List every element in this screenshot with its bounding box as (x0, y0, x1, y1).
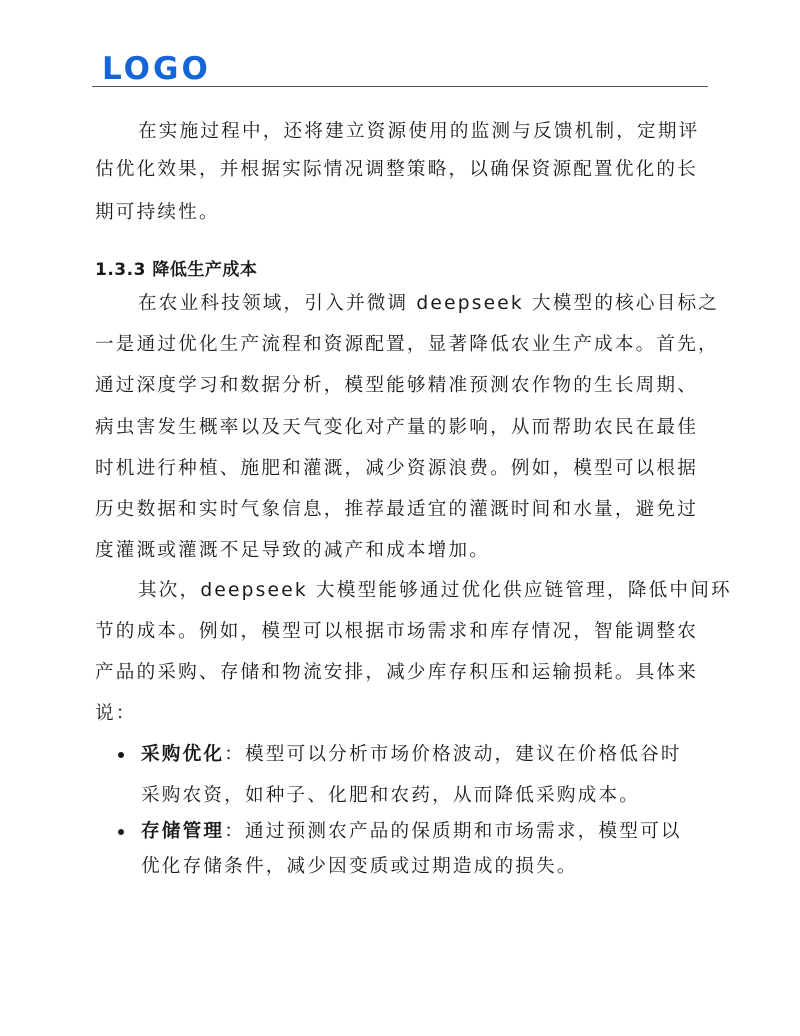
paragraph-line: 一是通过优化生产流程和资源配置，显著降低农业生产成本。首先， (95, 334, 719, 355)
bullet-icon (118, 752, 124, 758)
intro-line: 在实施过程中，还将建立资源使用的监测与反馈机制，定期评 (138, 121, 700, 142)
section-heading (95, 258, 257, 282)
paragraph-line: 节的成本。例如，模型可以根据市场需求和库存情况，智能调整农 (95, 621, 699, 642)
paragraph-line: 病虫害发生概率以及天气变化对产量的影响，从而帮助农民在最佳 (95, 417, 699, 438)
bullet-text: ：模型可以分析市场价格波动，建议在价格低谷时 (224, 744, 682, 765)
header-divider (92, 86, 708, 87)
logo: LOGO (102, 51, 211, 87)
intro-line: 估优化效果，并根据实际情况调整策略，以确保资源配置优化的长 (95, 159, 699, 180)
bullet-label: 存储管理 (141, 821, 225, 842)
bullet-item-line (141, 743, 682, 767)
paragraph-line: 时机进行种植、施肥和灌溉，减少资源浪费。例如，模型可以根据 (95, 458, 699, 479)
paragraph-line: 在农业科技领域，引入并微调 deepseek 大模型的核心目标之 (138, 293, 720, 314)
bullet-item-line: 采购农资，如种子、化肥和农药，从而降低采购成本。 (141, 785, 641, 806)
bullet-icon (118, 829, 124, 835)
bullet-item-line: 优化存储条件，减少因变质或过期造成的损失。 (141, 856, 578, 877)
paragraph-line: 说： (95, 703, 137, 724)
intro-line: 期可持续性。 (95, 202, 220, 223)
section-title: 降低生产成本 (152, 260, 258, 280)
paragraph-line: 通过深度学习和数据分析，模型能够精准预测农作物的生长周期、 (95, 375, 699, 396)
section-number: 1.3.3 (95, 260, 146, 280)
bullet-label: 采购优化 (141, 744, 225, 765)
paragraph-line: 其次，deepseek 大模型能够通过优化供应链管理，降低中间环 (138, 580, 732, 601)
paragraph-line: 历史数据和实时气象信息，推荐最适宜的灌溉时间和水量，避免过 (95, 499, 699, 520)
bullet-item-line (141, 820, 682, 844)
paragraph-line: 度灌溉或灌溉不足导致的减产和成本增加。 (95, 540, 491, 561)
paragraph-line: 产品的采购、存储和物流安排，减少库存积压和运输损耗。具体来 (95, 662, 699, 683)
bullet-text: ：通过预测农产品的保质期和市场需求，模型可以 (224, 821, 682, 842)
